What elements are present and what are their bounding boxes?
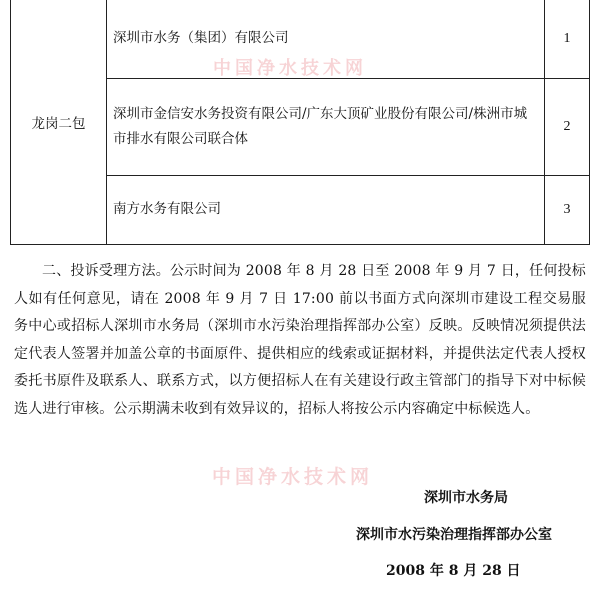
signature-date: 2008 年 8 月 28 日 bbox=[386, 563, 521, 579]
signature-office: 深圳市水污染治理指挥部办公室 bbox=[356, 527, 552, 543]
district-cell: 龙岗二包 bbox=[11, 0, 107, 244]
bidder-rank: 1 bbox=[545, 0, 590, 78]
watermark-bottom: 中国净水技术网 bbox=[212, 466, 374, 488]
table-row bbox=[11, 0, 590, 78]
watermark-top: 中国净水技术网 bbox=[213, 58, 367, 79]
bidder-rank: 3 bbox=[545, 175, 590, 244]
bidder-name: 深圳市金信安水务投资有限公司/广东大顶矿业股份有限公司/株洲市城市排水有限公司联合体 bbox=[107, 78, 545, 175]
complaint-paragraph: 二、投诉受理方法。公示时间为 2008 年 8 月 28 日至 2008 年 9 月 7 日，任何投标人如有任何意见，请在 2008 年 9 月 7 日 17:00 前以书面方式向深圳市建设工程交易服务中心或招标人深圳市水务局（深圳市水污染治理指挥部办公室）反映。反映情况须提供法定代表人签署并加盖公章的书面原件、提供相应的线索或证据材料，并提供法定代表人授权委托书原件及联系人、联系方式，以方便招标人在有关建设行政主管部门的指导下对中标候选人进行审核。公示期满未收到有效异议的，招标人将按公示内容确定中标候选人。 bbox=[14, 263, 586, 417]
signature-bureau: 深圳市水务局 bbox=[424, 490, 508, 506]
bidder-name: 南方水务有限公司 bbox=[107, 175, 545, 244]
bidder-name: 深圳市水务（集团）有限公司 bbox=[107, 0, 545, 78]
bidder-rank: 2 bbox=[545, 78, 590, 175]
bid-results-table bbox=[10, 0, 590, 245]
